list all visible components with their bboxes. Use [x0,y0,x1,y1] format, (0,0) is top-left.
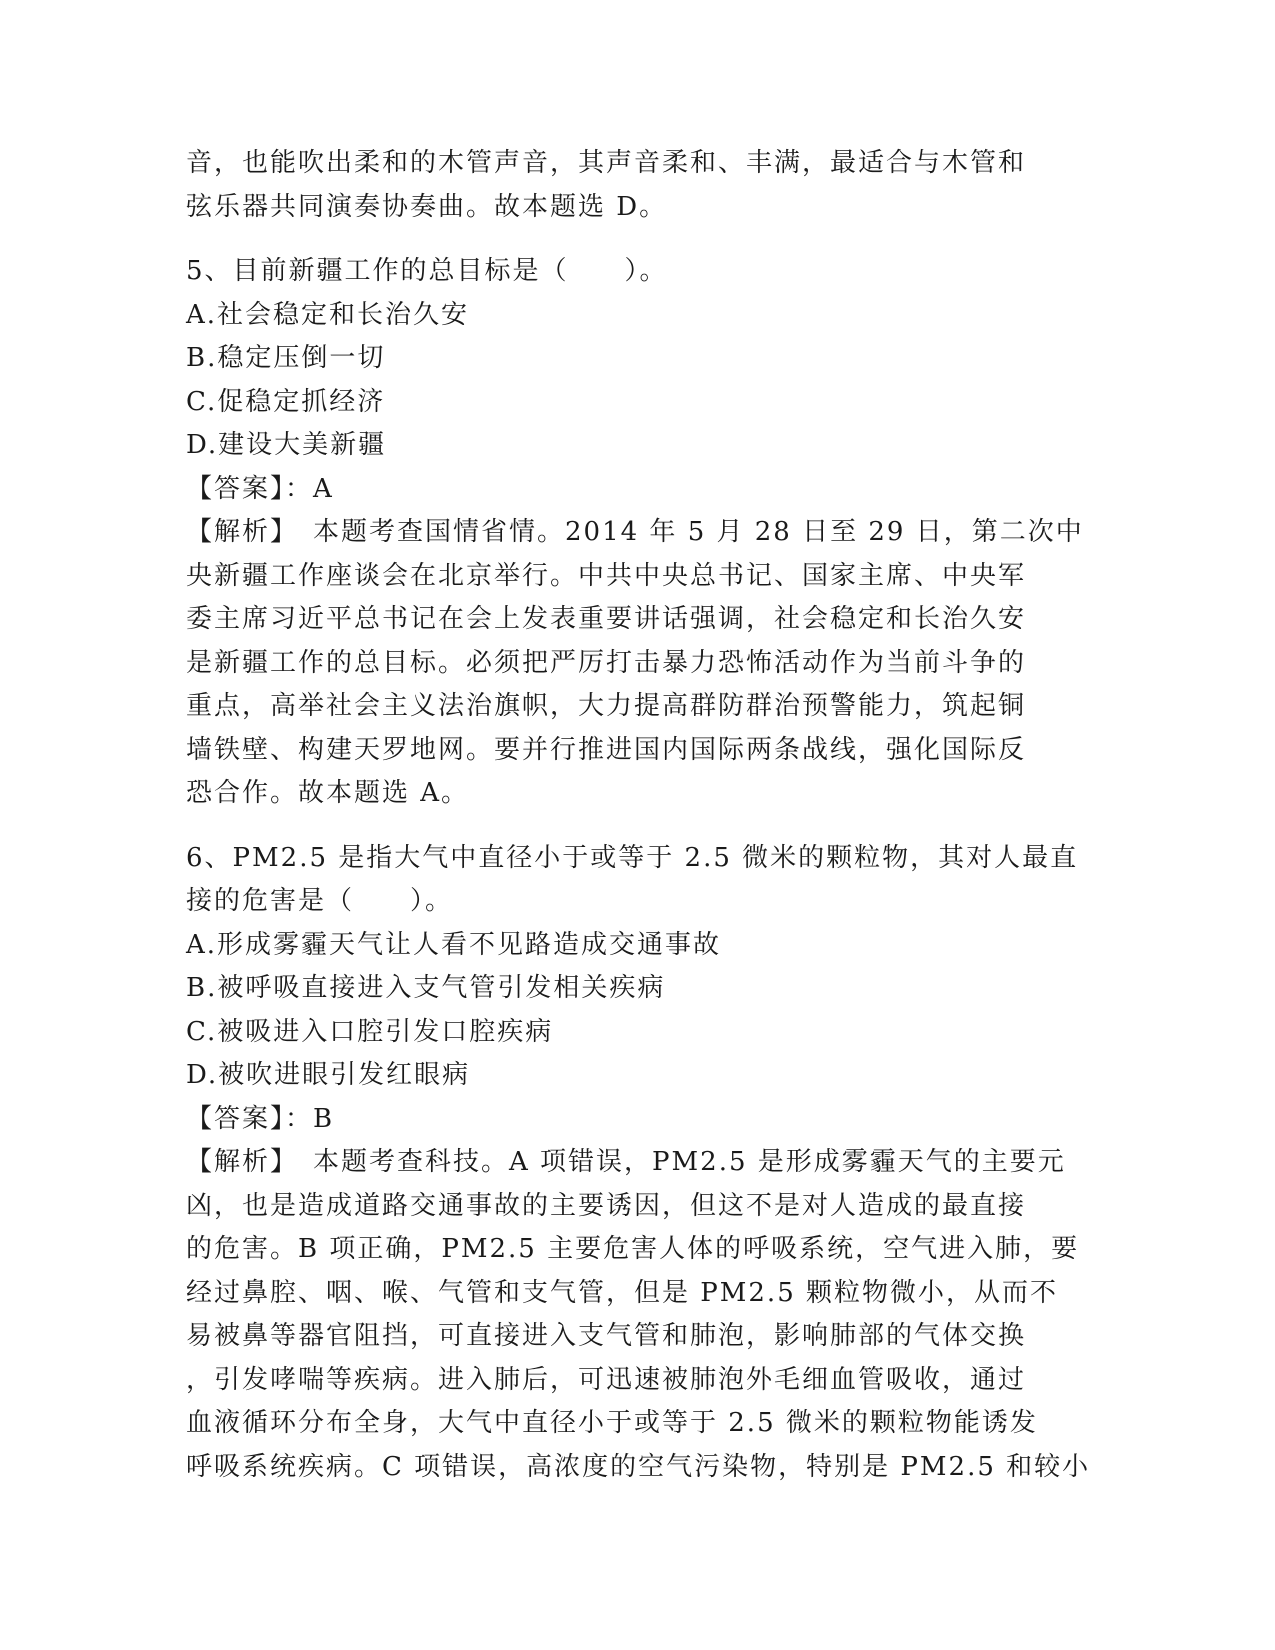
question-stem: 接的危害是（ ）。 [186,886,454,916]
option-b: B.稳定压倒一切 [186,343,386,373]
text-line: 是新疆工作的总目标。必须把严厉打击暴力恐怖活动作为当前斗争的 [186,647,1027,678]
option-a: A.社会稳定和长治久安 [186,299,470,330]
question-6 [186,837,1091,1490]
text-line: 墙铁壁、构建天罗地网。要并行推进国内国际两条战线，强化国际反 [186,734,1027,765]
option-d: D.被吹进眼引发红眼病 [186,1060,471,1090]
text-line: 血液循环分布全身，大气中直径小于或等于 2.5 微米的颗粒物能诱发 [186,1408,1038,1438]
text-line: 的危害。B 项正确，PM2.5 主要危害人体的呼吸系统，空气进入肺，要 [186,1234,1080,1264]
text-line: 经过鼻腔、咽、喉、气管和支气管，但是 PM2.5 颗粒物微小，从而不 [186,1277,1058,1308]
text-line: 凶，也是造成道路交通事故的主要诱因，但这不是对人造成的最直接 [186,1190,1027,1221]
text-line: 【解析】 本题考查科技。A 项错误，PM2.5 是形成雾霾天气的主要元 [186,1147,1066,1177]
option-a: A.形成雾霾天气让人看不见路造成交通事故 [186,929,722,960]
text-line: 弦乐器共同演奏协奏曲。故本题选 D。 [186,191,668,222]
option-c: C.促稳定抓经济 [186,386,386,417]
analysis-paragraph [186,511,1086,816]
text-line: ，引发哮喘等疾病。进入肺后，可迅速被肺泡外毛细血管吸收，通过 [186,1364,1027,1395]
document-page [186,142,1091,1489]
option-c: C.被吸进入口腔引发口腔疾病 [186,1016,554,1047]
text-line: 重点，高举社会主义法治旗帜，大力提高群防群治预警能力，筑起铜 [186,691,1027,721]
text-line: 【解析】 本题考查国情省情。2014 年 5 月 28 日至 29 日，第二次中 [186,517,1084,547]
text-line: 易被鼻等器官阻挡，可直接进入支气管和肺泡，影响肺部的气体交换 [186,1321,1027,1351]
answer-line: 【答案】：B [186,1103,335,1134]
text-line: 音，也能吹出柔和的木管声音，其声音柔和、丰满，最适合与木管和 [186,148,1027,178]
question-5 [186,250,1086,816]
text-line: 恐合作。故本题选 A。 [186,778,470,808]
option-d: D.建设大美新疆 [186,430,387,460]
text-line: 呼吸系统疾病。C 项错误，高浓度的空气污染物，特别是 PM2.5 和较小 [186,1451,1091,1482]
question-stem: 5、目前新疆工作的总目标是（ ）。 [186,256,668,286]
text-line: 央新疆工作座谈会在北京举行。中共中央总书记、国家主席、中央军 [186,560,1027,591]
intro-paragraph [186,142,1086,229]
answer-line: 【答案】：A [186,473,334,504]
question-stem: 6、PM2.5 是指大气中直径小于或等于 2.5 微米的颗粒物，其对人最直 [186,842,1079,873]
option-b: B.被呼吸直接进入支气管引发相关疾病 [186,973,666,1003]
text-line: 委主席习近平总书记在会上发表重要讲话强调，社会稳定和长治久安 [186,604,1027,634]
analysis-paragraph [186,1141,1091,1489]
